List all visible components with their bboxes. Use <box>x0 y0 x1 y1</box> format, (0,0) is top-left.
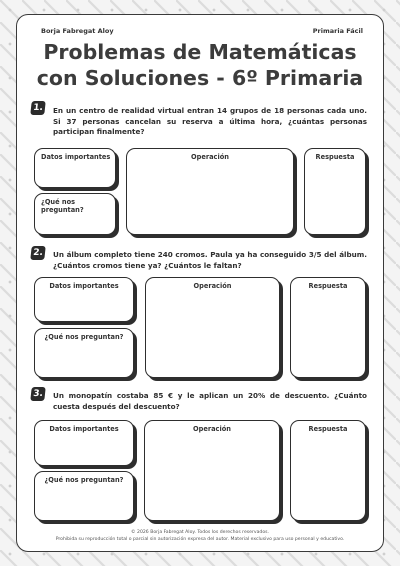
author-name: Borja Fabregat Aloy <box>41 27 114 35</box>
problem-2-respuesta-label: Respuesta <box>308 282 348 290</box>
problem-3-text: Un monopatín costaba 85 € y le aplican un 20% de descuento. ¿Cuánto cuesta después del descuento? <box>53 391 367 411</box>
problem-1-respuesta-label: Respuesta <box>315 153 355 161</box>
problem-2-pregunta-box[interactable] <box>34 328 134 378</box>
problem-3-respuesta-box[interactable] <box>290 420 366 521</box>
worksheet-page <box>16 14 384 552</box>
problem-1-text: En un centro de realidad virtual entran 14 grupos de 18 personas cada uno. Si 37 personas cancelan su reserva a última hora, ¿cuántas personas participan finalmente? <box>53 106 367 136</box>
problem-1-operacion-label: Operación <box>191 153 229 161</box>
problem-1-operacion-box[interactable] <box>126 148 294 235</box>
problem-1-respuesta-box[interactable] <box>304 148 366 235</box>
problem-1-pregunta-label: ¿Qué nos preguntan? <box>41 198 84 214</box>
problem-3-respuesta-label: Respuesta <box>308 425 348 433</box>
problem-2-text: Un álbum completo tiene 240 cromos. Paula ya ha conseguido 3/5 del álbum. ¿Cuántos cromos tiene ya? ¿Cuántos le faltan? <box>53 250 367 270</box>
problem-3-pregunta-label: ¿Qué nos preguntan? <box>44 476 124 484</box>
problem-1-datos-label: Datos importantes <box>41 153 111 161</box>
problem-3-number: 3. <box>30 387 45 401</box>
problem-2-operacion-box[interactable] <box>145 277 280 378</box>
problem-2-datos-box[interactable] <box>34 277 134 322</box>
problem-2-datos-label: Datos importantes <box>49 282 119 290</box>
problem-1-pregunta-box[interactable] <box>34 193 116 235</box>
problem-1-number: 1. <box>30 101 45 115</box>
problem-1-datos-box[interactable] <box>34 148 116 188</box>
problem-3-datos-box[interactable] <box>34 420 134 466</box>
level-label: Primaria Fácil <box>312 27 363 35</box>
problem-2-respuesta-box[interactable] <box>290 277 366 378</box>
page-title: Problemas de Matemáticas con Soluciones - 6º Primaria <box>36 40 364 90</box>
footer-copyright: © 2026 Borja Fabregat Aloy. Todos los derechos reservados. <box>130 530 270 535</box>
problem-2-operacion-label: Operación <box>193 282 232 290</box>
problem-3-pregunta-box[interactable] <box>34 471 134 521</box>
problem-2-number: 2. <box>30 246 45 260</box>
problem-3-operacion-label: Operación <box>193 425 231 433</box>
problem-3-datos-label: Datos importantes <box>49 425 119 433</box>
footer-notice: Prohibida su reproducción total o parcial sin autorización expresa del autor. Material exclusivo para uso personal y educativo. <box>55 537 345 542</box>
problem-2-pregunta-label: ¿Qué nos preguntan? <box>44 333 124 341</box>
problem-3-operacion-box[interactable] <box>144 420 280 521</box>
